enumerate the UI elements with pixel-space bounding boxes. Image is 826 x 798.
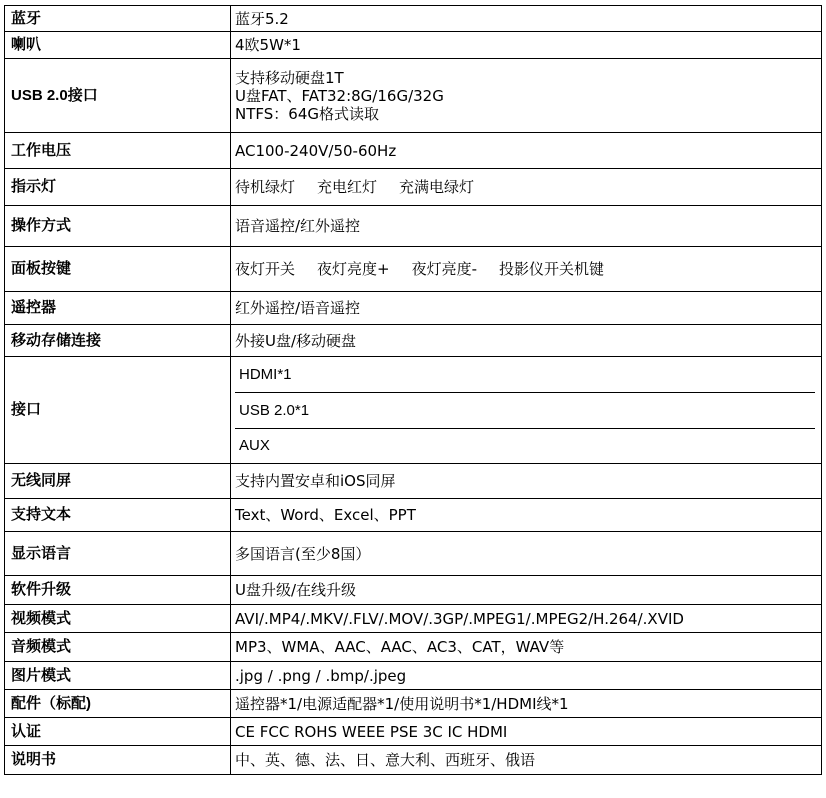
row-label: 面板按键 <box>5 247 231 292</box>
row-value: 4欧5W*1 <box>231 32 822 59</box>
row-label: USB 2.0接口 <box>5 59 231 133</box>
spec-table <box>4 5 822 775</box>
table-row <box>5 325 822 357</box>
table-row <box>5 59 822 133</box>
row-label: 配件（标配) <box>5 690 231 718</box>
table-row <box>5 746 822 775</box>
value-part: 夜灯亮度- <box>411 260 478 278</box>
row-value: MP3、WMA、AAC、AAC、AC3、CAT，WAV等 <box>231 633 822 662</box>
row-value: 支持内置安卓和iOS同屏 <box>231 464 822 499</box>
row-value: 多国语言(至少8国） <box>231 532 822 576</box>
table-row <box>5 718 822 746</box>
value-line: AUX <box>239 437 270 454</box>
table-row <box>5 633 822 662</box>
row-label: 视频模式 <box>5 605 231 633</box>
row-value: AC100-240V/50-60Hz <box>231 133 822 169</box>
row-label: 认证 <box>5 718 231 746</box>
value-part: 充电红灯 <box>317 178 378 196</box>
value-line: USB 2.0*1 <box>235 393 815 429</box>
row-label: 支持文本 <box>5 499 231 532</box>
row-value: AVI/.MP4/.MKV/.FLV/.MOV/.3GP/.MPEG1/.MPEG2/H.264/.XVID <box>231 605 822 633</box>
row-value <box>231 59 822 133</box>
table-row <box>5 576 822 605</box>
row-label: 遥控器 <box>5 292 231 325</box>
value-line: NTFS：64G格式读取 <box>235 104 379 123</box>
row-label: 蓝牙 <box>5 6 231 32</box>
table-row <box>5 169 822 206</box>
row-label: 喇叭 <box>5 32 231 59</box>
row-value <box>231 247 822 292</box>
row-label: 图片模式 <box>5 662 231 690</box>
row-value: 中、英、德、法、日、意大利、西班牙、俄语 <box>231 746 822 775</box>
row-value: 遥控器*1/电源适配器*1/使用说明书*1/HDMI线*1 <box>231 690 822 718</box>
table-row <box>5 532 822 576</box>
table-row <box>5 499 822 532</box>
row-value: .jpg / .png / .bmp/.jpeg <box>231 662 822 690</box>
row-label: 无线同屏 <box>5 464 231 499</box>
value-part: 投影仪开关机键 <box>499 260 605 278</box>
row-value: 红外遥控/语音遥控 <box>231 292 822 325</box>
table-row <box>5 206 822 247</box>
row-label: 操作方式 <box>5 206 231 247</box>
row-label: 指示灯 <box>5 169 231 206</box>
row-value: 外接U盘/移动硬盘 <box>231 325 822 357</box>
table-row <box>5 6 822 32</box>
row-value: Text、Word、Excel、PPT <box>231 499 822 532</box>
value-line: U盘FAT、FAT32:8G/16G/32G <box>235 86 444 105</box>
value-line: 支持移动硬盘1T <box>235 68 344 87</box>
table-row <box>5 690 822 718</box>
table-row <box>5 133 822 169</box>
row-value <box>231 169 822 206</box>
row-label: 接口 <box>5 357 231 464</box>
table-row <box>5 32 822 59</box>
row-label: 说明书 <box>5 746 231 775</box>
row-value: CE FCC ROHS WEEE PSE 3C IC HDMI <box>231 718 822 746</box>
row-label: 移动存储连接 <box>5 325 231 357</box>
table-row <box>5 464 822 499</box>
value-part: 夜灯亮度+ <box>317 260 390 278</box>
row-label: 软件升级 <box>5 576 231 605</box>
value-part: 夜灯开关 <box>235 260 296 278</box>
table-row <box>5 662 822 690</box>
table-row <box>5 292 822 325</box>
table-row <box>5 605 822 633</box>
row-value <box>231 357 822 464</box>
row-value: U盘升级/在线升级 <box>231 576 822 605</box>
row-value: 蓝牙5.2 <box>231 6 822 32</box>
row-label: 工作电压 <box>5 133 231 169</box>
row-value: 语音遥控/红外遥控 <box>231 206 822 247</box>
value-part: 待机绿灯 <box>235 178 296 196</box>
table-row <box>5 357 822 464</box>
row-label: 显示语言 <box>5 532 231 576</box>
table-row <box>5 247 822 292</box>
value-part: 充满电绿灯 <box>399 178 475 196</box>
row-label: 音频模式 <box>5 633 231 662</box>
value-line: HDMI*1 <box>235 357 815 393</box>
